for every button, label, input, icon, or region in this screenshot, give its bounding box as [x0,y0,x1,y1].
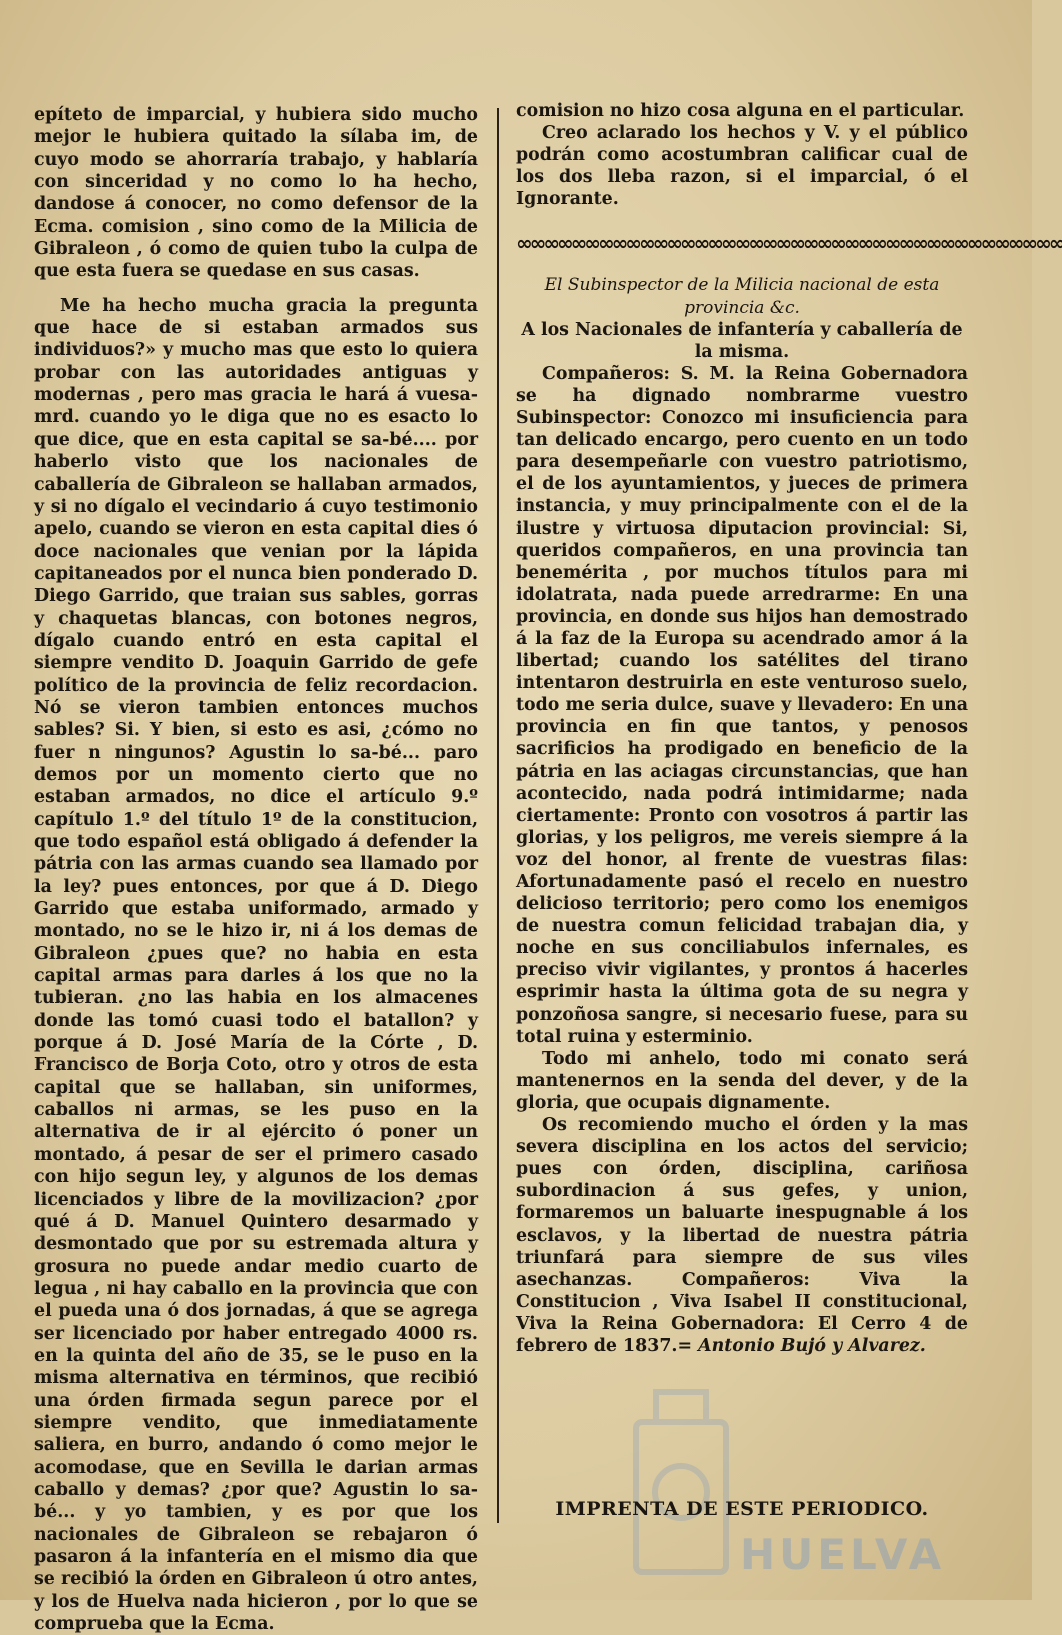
notice-salutation: A los Nacionales de infantería y caballería de la misma. [521,319,963,362]
left-paragraph-1: epíteto de imparcial, y hubiera sido mucho mejor le hubiera quitado la sílaba im, de cuyo modo se ahorraría trabajo, y hablaría con sinceridad y no como lo ha hecho, dandose á conocer, no como defensor de la Ecma. comision , sino como de la Milicia de Gibraleon , ó como de quien tubo la culpa de que esta fuera se quedase en sus casas. [34,105,478,282]
notice-paragraph-2: Todo mi anhelo, todo mi conato será mantenernos en la senda del dever, y de la gloria, que ocupais dignamente. [516,1048,968,1113]
ornamental-rule: ∞∞∞∞∞∞∞∞∞∞∞∞∞∞∞∞∞∞∞∞∞∞∞∞∞∞∞∞∞∞∞∞∞∞∞∞∞∞∞∞ [516,231,1062,256]
left-column [34,104,478,1635]
watermark-text: HUELVA [740,1530,946,1579]
right-column [516,100,1062,1357]
column-divider [497,108,499,1523]
signature: = Antonio Bujó y Alvarez. [677,1335,926,1356]
notice-closing: Os recomiendo mucho el órden y la mas severa disciplina en los actos del servicio; pues con órden, disciplina, cariñosa subordinacion á sus gefes, y union, formaremos un baluarte inespugnable á los esclavos, y la libertad de nuestra pátria triunfará para siempre de sus viles asechanzas. Compañeros: Viva la Constitucion , Viva Isabel II constitucional, Viva la Reina Gobernadora: El Cerro 4 de febrero de 1837. [516,1115,968,1356]
notice-paragraph-3 [516,1114,968,1357]
right-paragraph-2: Creo aclarado los hechos y V. y el público podrán como acostumbran calificar cual de los dos lleba razon, si el imparcial, ó el Ignorante. [516,123,968,210]
notice-heading: El Subinspector de la Milicia nacional de esta provincia &c. [544,275,940,318]
imprint-line: IMPRENTA DE ESTE PERIODICO. [555,1498,929,1520]
right-paragraph-1: comision no hizo cosa alguna en el particular. [516,101,965,121]
left-paragraph-2: Me ha hecho mucha gracia la pregunta que hace de si estaban armados sus individuos?» y mucho mas que esto lo quiera probar con las autoridades antiguas y modernas , pero mas gracia le hará á vuesa-mrd. cuando yo le diga que no es esacto lo que dice, que en esta capital se sa-bé.... por haberlo visto que los nacionales de caballería de Gibraleon se hallaban armados, y si no dígalo el vecindario á cuyo testimonio apelo, cuando se vieron en esta capital dies ó doce nacionales que venian por la lápida capitaneados por el nunca bien ponderado D. Diego Garrido, que traian sus sables, gorras y chaquetas blancas, con botones negros, dígalo cuando entró en esta capital el siempre vendito D. Joaquin Garrido de gefe político de la provincia de feliz recordacion. Nó se vieron tambien entonces muchos sables? Si. Y bien, si esto es asi, ¿cómo no fuer n ningunos? Agustin lo sa-bé... paro demos por un momento cierto que no estaban armados, no dice el artículo 9.º capítulo 1.º del título 1º de la constitucion, que todo español está obligado á defender la pátria con las armas cuando sea llamado por la ley? pues entonces, por que á D. Diego Garrido que estaba uniformado, armado y montado, no se le hizo ir, ni á los demas de Gibraleon ¿pues que? no habia en esta capital armas para darles á los que no la tubieran. ¿no las habia en los almacenes donde las tomó cuasi todo el batallon? y porque á D. José María de la Córte , D. Francisco de Borja Coto, otro y otros de esta capital que se hallaban, sin uniformes, caballos ni armas, se les puso en la alternativa de ir al ejército ó poner un montado, á pesar de ser el primero casado con hijo segun ley, y algunos de los demas licenciados y libre de la movilizacion? ¿por qué á D. Manuel Quintero desarmado y desmontado que por su estremada altura y grosura no puede andar medio cuarto de legua , ni hay caballo en la provincia que con el pueda una ó dos jornadas, á que se agrega ser licenciado por haber entregado 4000 rs. en la quinta del año de 35, se le puso en la misma alternativa en términos, que recibió una órden firmada segun parece por el siempre vendito, que inmediatamente saliera, en burro, andando ó como mejor le acomodase, que en Sevilla le darian armas caballo y demas? ¿por que? Agustin lo sa-bé... y yo tambien, y es por que los nacionales de Gibraleon se rebajaron ó pasaron á la infantería en el mismo dia que se recibió la órden en Gibraleon ú otro antes, y los de Huelva nada hicieron , por lo que se comprueba que la Ecma. [34,295,478,1635]
notice-paragraph-1: Compañeros: S. M. la Reina Gobernadora se ha dignado nombrarme vuestro Subinspector: Conozco mi insuficiencia para tan delicado encargo, pero cuento en un todo para desempeñarle con vuestro patriotismo, el de los ayuntamientos, y jueces de primera instancia, y muy principalmente con el de la ilustre y virtuosa diputacion provincial: Si, queridos compañeros, en una provincia tan benemérita , por muchos títulos para mi idolatrata, nada puede arredrarme: En una provincia, en donde sus hijos han demostrado á la faz de la Europa su acendrado amor á la libertad; cuando los satélites del tirano intentaron destruirla en este venturoso suelo, todo me seria dulce, suave y llevadero: En una provincia en fin que tantos, y penosos sacrificios ha prodigado en beneficio de la pátria en las aciagas circunstancias, que han acontecido, nada podrá intimidarme; nada ciertamente: Pronto con vosotros á partir las glorias, y los peligros, me vereis siempre á la voz del honor, al frente de vuestras filas: Afortunadamente pasó el recelo en nuestro delicioso territorio; pero como los enemigos de nuestra comun felicidad trabajan dia, y noche en sus conciliabulos infernales, es preciso vivir vigilantes, y prontos á hacerles esprimir hasta la última gota de su negra y ponzoñosa sangre, si necesario fuese, para su total ruina y esterminio. [516,363,968,1047]
